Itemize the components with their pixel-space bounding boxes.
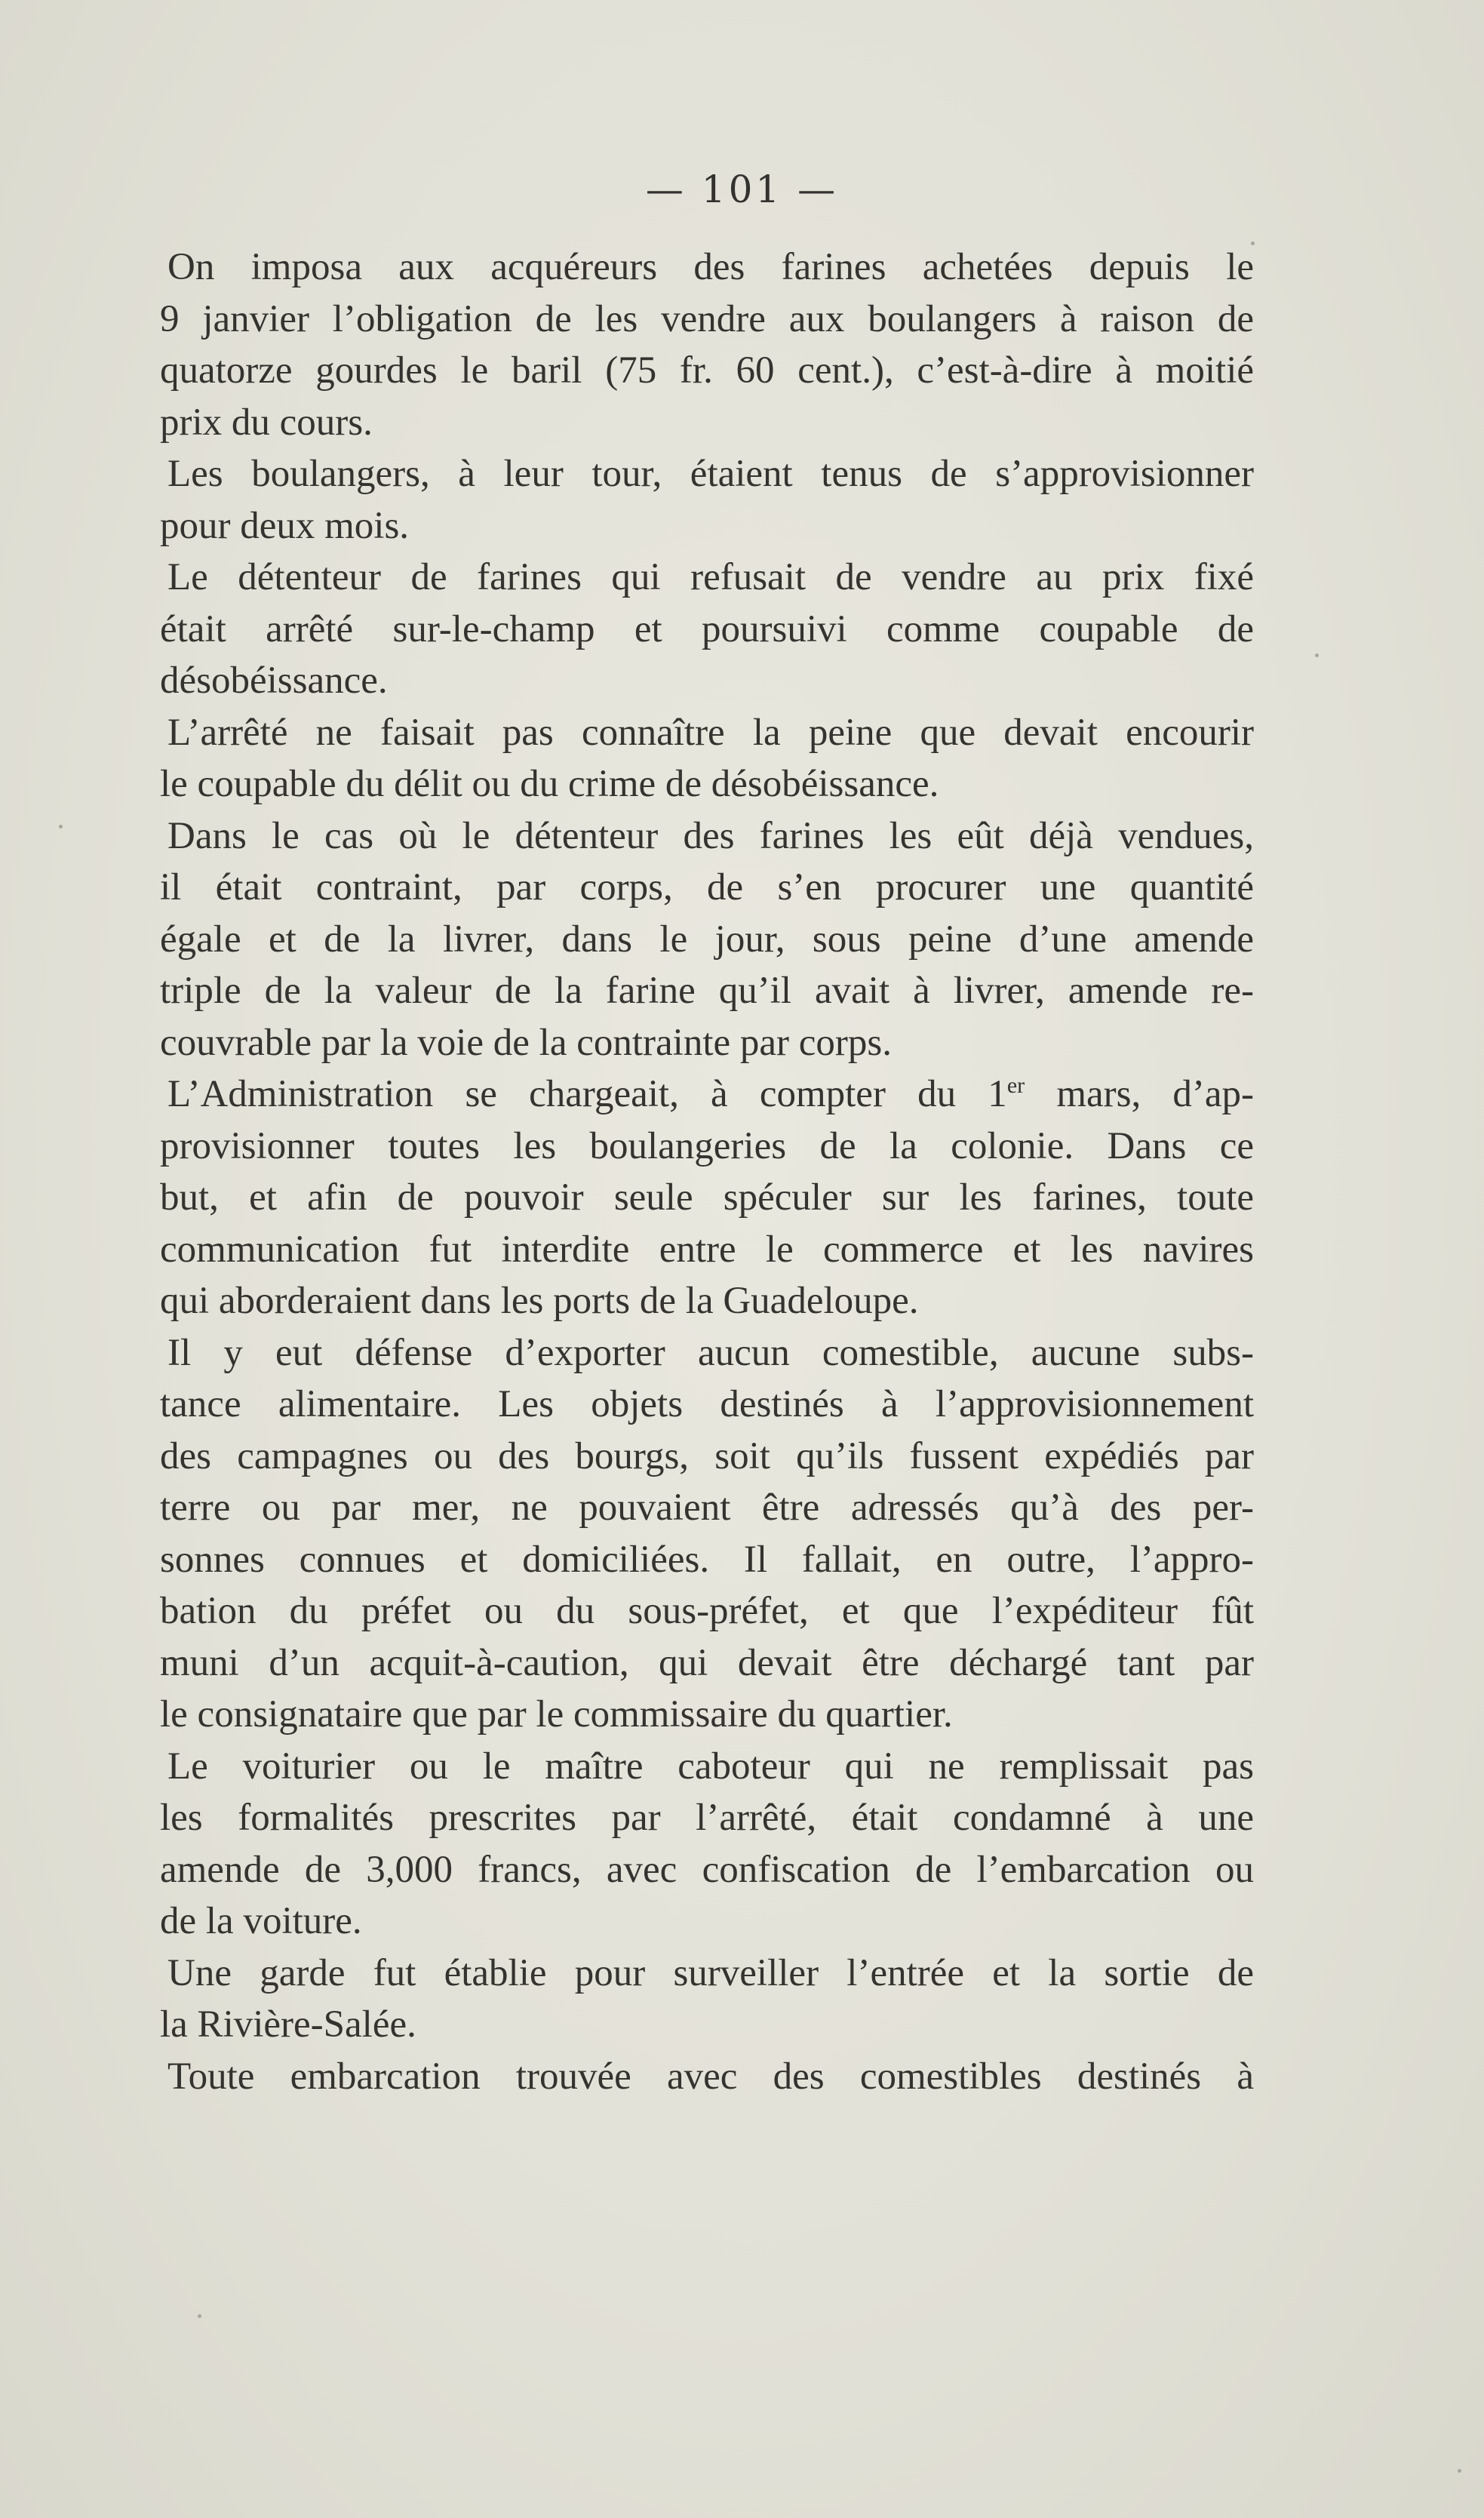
- paper-speck: [59, 825, 63, 829]
- paragraph: [160, 448, 1254, 552]
- paragraph: [160, 1327, 1254, 1741]
- text-line: était arrêté sur-le-champ et poursuivi comme coupable de: [160, 607, 1254, 650]
- paragraph: [160, 2051, 1254, 2103]
- paper-speck: [198, 2314, 201, 2318]
- text-line: de la voiture.: [160, 1900, 362, 1942]
- text-line: Les boulangers, à leur tour, étaient tenus de s’approvisionner: [167, 453, 1254, 495]
- paragraph: [160, 1068, 1254, 1327]
- text-line: la Rivière-Salée.: [160, 2003, 416, 2046]
- text-line: prix du cours.: [160, 401, 373, 444]
- text-line: Toute embarcation trouvée avec des comestibles destinés à: [167, 2055, 1254, 2098]
- paragraph: [160, 1741, 1254, 1948]
- body-text: [160, 241, 1254, 2102]
- text-line: muni d’un acquit-à-caution, qui devait être déchargé tant par: [160, 1641, 1254, 1684]
- paper-speck: [1458, 2469, 1461, 2473]
- text-line: communication fut interdite entre le commerce et les navires: [160, 1228, 1254, 1271]
- text-line: quatorze gourdes le baril (75 fr. 60 cent.), c’est-à-dire à moitié: [160, 349, 1254, 392]
- text-line: les formalités prescrites par l’arrêté, était condamné à une: [160, 1797, 1254, 1839]
- text-line: couvrable par la voie de la contrainte par corps.: [160, 1021, 892, 1064]
- text-line: provisionner toutes les boulangeries de la colonie. Dans ce: [160, 1124, 1254, 1167]
- text-line: triple de la valeur de la farine qu’il avait à livrer, amende re-: [160, 970, 1254, 1012]
- paragraph: [160, 1948, 1254, 2051]
- text-line: le consignataire que par le commissaire du quartier.: [160, 1693, 953, 1736]
- text-line: L’arrêté ne faisait pas connaître la peine que devait encourir: [167, 711, 1254, 754]
- page-number: — 101 —: [645, 168, 839, 211]
- text-line: Dans le cas où le détenteur des farines les eût déjà vendues,: [167, 814, 1254, 857]
- text-line: désobéissance.: [160, 659, 388, 702]
- text-line: égale et de la livrer, dans le jour, sous peine d’une amende: [160, 918, 1254, 961]
- text-line: amende de 3,000 francs, avec confiscation de l’embarcation ou: [160, 1848, 1254, 1891]
- text-line: Le voiturier ou le maître caboteur qui ne remplissait pas: [167, 1745, 1254, 1788]
- text-line-with-superscript: L’Administration se chargeait, à compter du 1er mars, d’ap-: [167, 1073, 1254, 1115]
- text-line: but, et afin de pouvoir seule spéculer sur les farines, toute: [160, 1176, 1254, 1219]
- text-line: le coupable du délit ou du crime de désobéissance.: [160, 763, 939, 805]
- text-line: des campagnes ou des bourgs, soit qu’ils fussent expédiés par: [160, 1434, 1254, 1477]
- text-line: sonnes connues et domiciliées. Il fallait, en outre, l’appro-: [160, 1538, 1254, 1581]
- paragraph: [160, 241, 1254, 448]
- text-line: pour deux mois.: [160, 504, 410, 547]
- text-line: Une garde fut établie pour surveiller l’entrée et la sortie de: [167, 1951, 1254, 1994]
- text-line: On imposa aux acquéreurs des farines achetées depuis le: [167, 246, 1254, 288]
- text-line: terre ou par mer, ne pouvaient être adressés qu’à des per-: [160, 1487, 1254, 1529]
- text-line: Il y eut défense d’exporter aucun comestible, aucune subs-: [167, 1331, 1254, 1374]
- text-line: bation du préfet ou du sous-préfet, et que l’expéditeur fût: [160, 1590, 1254, 1632]
- text-line: qui aborderaient dans les ports de la Guadeloupe.: [160, 1280, 919, 1322]
- paper-speck: [1315, 653, 1319, 657]
- paper-speck: [1251, 241, 1255, 245]
- text-line: tance alimentaire. Les objets destinés à l’approvisionnement: [160, 1383, 1254, 1425]
- text-line: il était contraint, par corps, de s’en procurer une quantité: [160, 866, 1254, 909]
- paragraph: [160, 552, 1254, 707]
- text-line: 9 janvier l’obligation de les vendre aux boulangers à raison de: [160, 297, 1254, 340]
- paragraph: [160, 810, 1254, 1069]
- paragraph: [160, 707, 1254, 810]
- text-line: Le détenteur de farines qui refusait de vendre au prix fixé: [167, 556, 1254, 598]
- ordinal-superscript: er: [1006, 1073, 1025, 1098]
